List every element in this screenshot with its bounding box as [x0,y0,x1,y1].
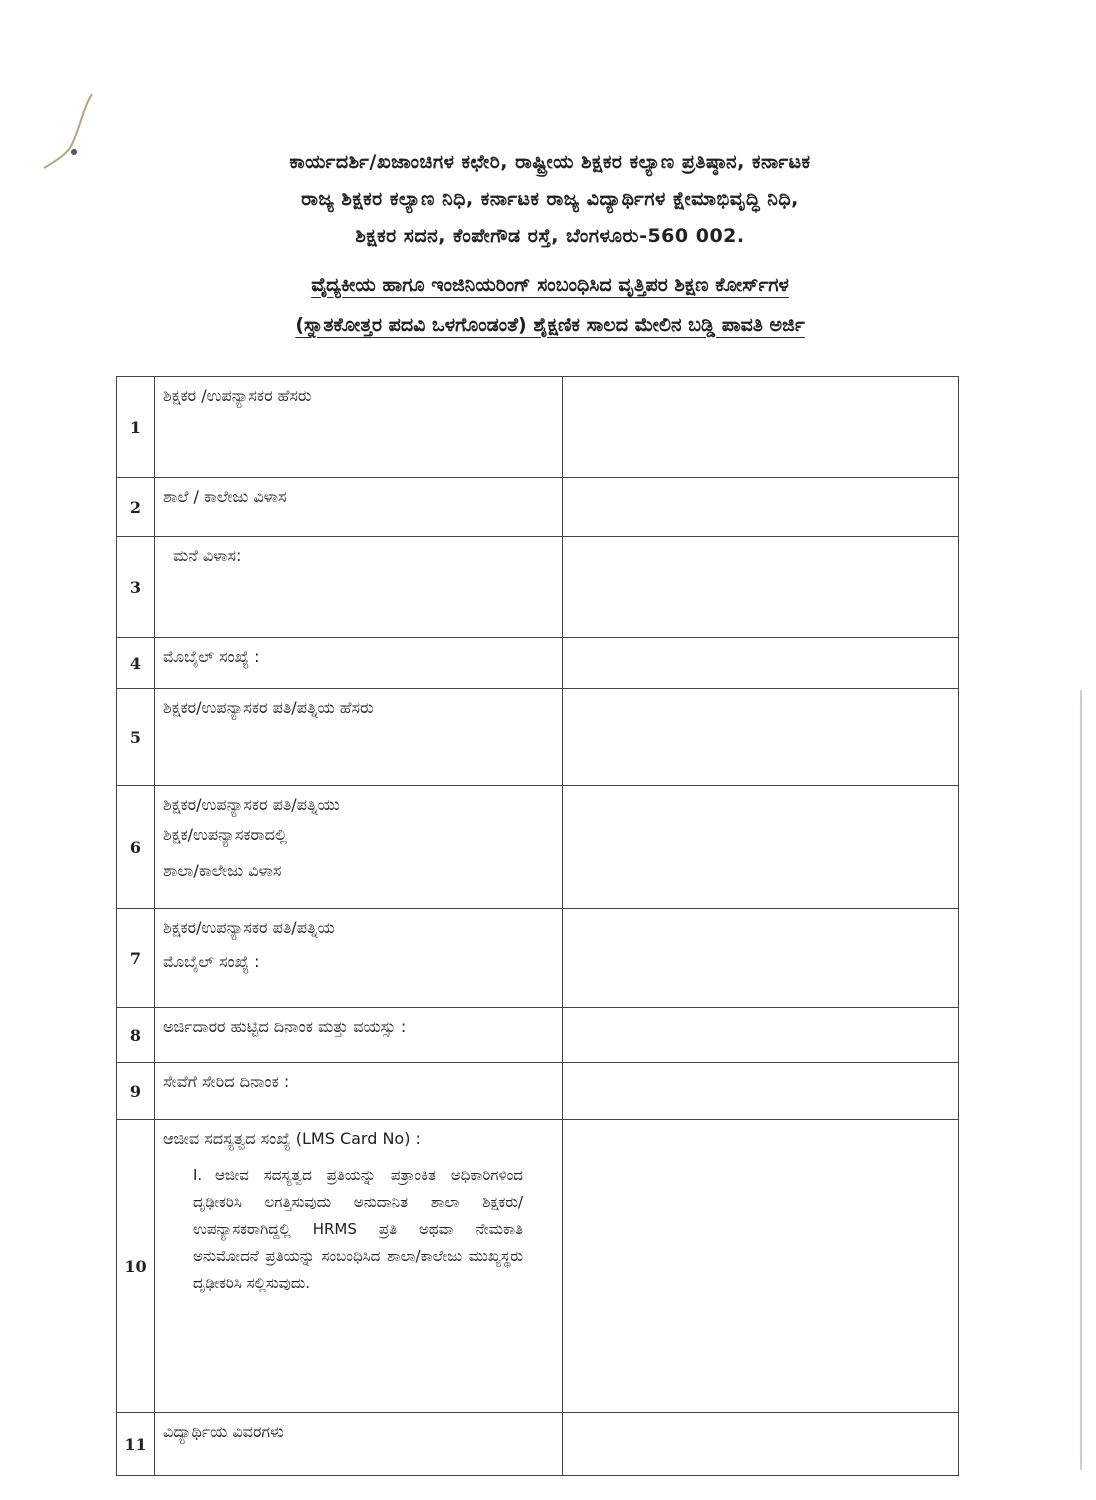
table-row [117,1063,959,1120]
office-header [120,144,980,255]
scan-mark-icon [30,90,100,180]
note-text: ಆಜೀವ ಸದಸ್ಯತ್ವದ ಪ್ರತಿಯನ್ನು ಪತ್ರಾಂಕಿತ ಅಧಿಕಾರಿಗಳಿಂದ ದೃಢೀಕರಿಸಿ ಲಗತ್ತಿಸುವುದು ಅನುದಾನಿತ ಶಾಲಾ ಶಿಕ್ಷಕರು/ಉಪನ್ಯಾಸಕರಾಗಿದ್ದಲ್ಲಿ HRMS ಪ್ರತಿ ಅಥವಾ ನೇಮಕಾತಿ ಅನುಮೋದನೆ ಪ್ರತಿಯನ್ನು ಸಂಬಂಧಿಸಿದ ಶಾಲಾ/ಕಾಲೇಜು ಮುಖ್ಯಸ್ಥರು ದೃಢೀಕರಿಸಿ ಸಲ್ಲಿಸುವುದು. [193,1166,523,1292]
row-number: 2 [117,478,155,537]
table-row [117,786,959,909]
table-row [117,689,959,786]
spouse-mobile-label [155,909,563,1008]
lms-card-title: ಆಜೀವ ಸದಸ್ಯತ್ವದ ಸಂಖ್ಯೆ (LMS Card No) : [163,1129,421,1148]
label-line: ಶಾಲಾ/ಕಾಲೇಜು ವಿಳಾಸ [163,861,282,880]
table-row [117,1413,959,1476]
header-line-1: ಕಾರ್ಯದರ್ಶಿ/ಖಜಾಂಚಿಗಳ ಕಛೇರಿ, ರಾಷ್ಟ್ರೀಯ ಶಿಕ್ಷಕರ ಕಲ್ಯಾಣ ಪ್ರತಿಷ್ಠಾನ, ಕರ್ನಾಟಕ [289,151,811,173]
row-number: 8 [117,1008,155,1063]
application-form-table [116,376,959,1476]
dob-age-field[interactable] [563,1008,959,1063]
row-number: 9 [117,1063,155,1120]
spouse-name-field[interactable] [563,689,959,786]
row-number: 11 [117,1413,155,1476]
row-number: 6 [117,786,155,909]
table-row [117,1120,959,1413]
student-details-field[interactable] [563,1413,959,1476]
header-line-3: ಶಿಕ್ಷಕರ ಸದನ, ಕೆಂಪೇಗೌಡ ರಸ್ತೆ, ಬೆಂಗಳೂರು-560 002. [355,225,745,247]
form-title-line-1: ವೈದ್ಯಕೀಯ ಹಾಗೂ ಇಂಜಿನಿಯರಿಂಗ್ ಸಂಬಂಧಿಸಿದ ವೃತ್ತಿಪರ ಶಿಕ್ಷಣ ಕೋರ್ಸ್‌ಗಳ [311,274,789,296]
label-line: ಶಿಕ್ಷಕರ/ಉಪನ್ಯಾಸಕರ ಪತಿ/ಪತ್ನಿಯು [163,795,340,814]
table-row [117,377,959,478]
service-join-date-field[interactable] [563,1063,959,1120]
home-address-label: ಮನೆ ವಿಳಾಸ: [155,537,563,638]
home-address-field[interactable] [563,537,959,638]
spouse-name-label: ಶಿಕ್ಷಕರ/ಉಪನ್ಯಾಸಕರ ಪತಿ/ಪತ್ನಿಯ ಹೆಸರು [155,689,563,786]
lms-card-note [193,1162,523,1297]
row-number: 1 [117,377,155,478]
lms-card-field[interactable] [563,1120,959,1413]
table-row [117,537,959,638]
service-join-date-label: ಸೇವೆಗೆ ಸೇರಿದ ದಿನಾಂಕ : [155,1063,563,1120]
label-line: ಶಿಕ್ಷಕ/ಉಪನ್ಯಾಸಕರಾದಲ್ಲಿ [163,825,288,844]
row-number: 4 [117,638,155,689]
table-row [117,638,959,689]
school-address-field[interactable] [563,478,959,537]
student-details-label: ವಿದ್ಯಾರ್ಥಿಯ ವಿವರಗಳು [155,1413,563,1476]
school-address-label: ಶಾಲೆ / ಕಾಲೇಜು ವಿಳಾಸ [155,478,563,537]
table-row [117,909,959,1008]
spouse-school-address-label [155,786,563,909]
spouse-mobile-field[interactable] [563,909,959,1008]
row-number: 7 [117,909,155,1008]
table-row [117,478,959,537]
note-number: I. [193,1166,203,1184]
label-line: ಶಿಕ್ಷಕರ/ಉಪನ್ಯಾಸಕರ ಪತಿ/ಪತ್ನಿಯ [163,918,335,937]
lms-card-label [155,1120,563,1413]
header-line-2: ರಾಜ್ಯ ಶಿಕ್ಷಕರ ಕಲ್ಯಾಣ ನಿಧಿ, ಕರ್ನಾಟಕ ರಾಜ್ಯ ವಿದ್ಯಾರ್ಥಿಗಳ ಕ್ಷೇಮಾಭಿವೃದ್ಧಿ ನಿಧಿ, [301,188,799,210]
scan-edge-line [1080,690,1082,1470]
form-title-line-2: (ಸ್ನಾತಕೋತ್ತರ ಪದವಿ ಒಳಗೊಂಡಂತೆ) ಶೈಕ್ಷಣಿಕ ಸಾಲದ ಮೇಲಿನ ಬಡ್ಡಿ ಪಾವತಿ ಅರ್ಜಿ [295,314,805,336]
dob-age-label: ಅರ್ಜಿದಾರರ ಹುಟ್ಟಿದ ದಿನಾಂಕ ಮತ್ತು ವಯಸ್ಸು : [155,1008,563,1063]
mobile-number-label: ಮೊಬೈಲ್ ಸಂಖ್ಯೆ : [155,638,563,689]
teacher-name-field[interactable] [563,377,959,478]
table-row [117,1008,959,1063]
spouse-school-address-field[interactable] [563,786,959,909]
row-number: 5 [117,689,155,786]
label-line: ಮೊಬೈಲ್ ಸಂಖ್ಯೆ : [163,952,260,971]
teacher-name-label: ಶಿಕ್ಷಕರ /ಉಪನ್ಯಾಸಕರ ಹೆಸರು [155,377,563,478]
row-number: 10 [117,1120,155,1413]
row-number: 3 [117,537,155,638]
form-title [150,265,950,345]
mobile-number-field[interactable] [563,638,959,689]
